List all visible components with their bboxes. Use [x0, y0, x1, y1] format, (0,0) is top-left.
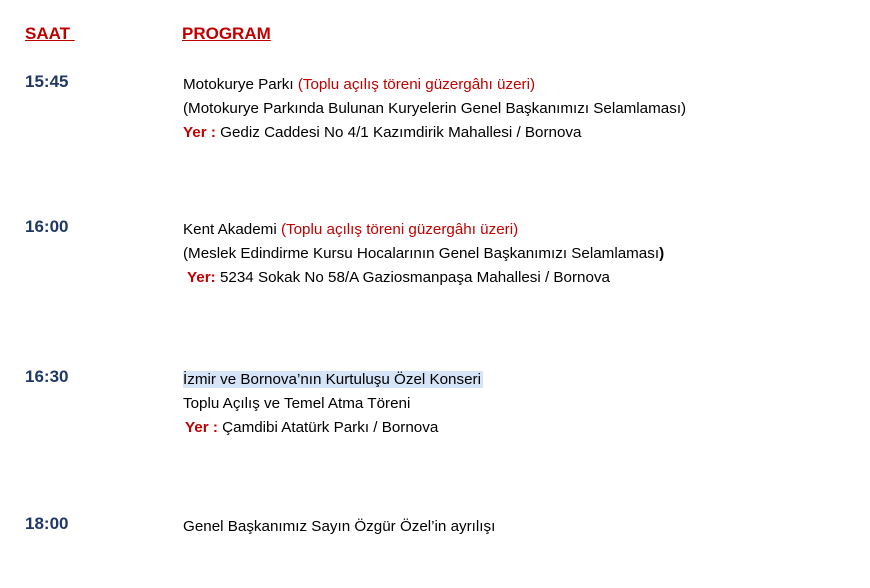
entry-subtitle: Toplu Açılış ve Temel Atma Töreni: [183, 395, 411, 412]
place-label: Yer :: [183, 124, 216, 141]
entry-detail-close: ): [659, 245, 665, 262]
entry-time: 15:45: [25, 72, 69, 91]
entry-title-highlighted: İzmir ve Bornova’nın Kurtuluşu Özel Konseri: [183, 371, 481, 388]
entry-place-line: [183, 266, 664, 290]
entry-program: [183, 218, 664, 290]
entry-note: (Toplu açılış töreni güzergâhı üzeri): [297, 76, 536, 93]
entry-time: 18:00: [25, 514, 69, 533]
column-header-program: PROGRAM: [182, 24, 271, 43]
entry-detail-line: [183, 242, 664, 266]
entry-place: Gediz Caddesi No 4/1 Kazımdirik Mahallesi / Bornova: [220, 124, 582, 141]
entry-program: [183, 368, 483, 440]
entry-title: Genel Başkanımız Sayın Özgür Özel’in ayrılışı: [183, 518, 496, 535]
entry-title-line: [183, 73, 686, 97]
entry-time: 16:30: [25, 367, 69, 386]
place-label: Yer:: [187, 269, 216, 286]
entry-place-line: [183, 416, 483, 440]
entry-title: Motokurye Parkı: [183, 76, 294, 93]
entry-title: Kent Akademi: [183, 221, 277, 238]
place-label: Yer :: [185, 419, 218, 436]
entry-program: [183, 515, 495, 539]
entry-place: 5234 Sokak No 58/A Gaziosmanpaşa Mahallesi / Bornova: [219, 269, 610, 286]
entry-detail: (Meslek Edindirme Kursu Hocalarının Genel Başkanımızı Selamlaması: [183, 245, 660, 262]
entry-time: 16:00: [25, 217, 69, 236]
entry-place-line: [183, 121, 686, 145]
entry-note: (Toplu açılış töreni güzergâhı üzeri): [280, 221, 519, 238]
column-header-saat: SAAT: [25, 24, 75, 43]
entry-detail: (Motokurye Parkında Bulunan Kuryelerin Genel Başkanımızı Selamlaması): [183, 100, 687, 117]
entry-title-line: [183, 368, 483, 392]
entry-program: [183, 73, 686, 145]
entry-place: Çamdibi Atatürk Parkı / Bornova: [222, 419, 439, 436]
entry-title-line: [183, 218, 664, 242]
